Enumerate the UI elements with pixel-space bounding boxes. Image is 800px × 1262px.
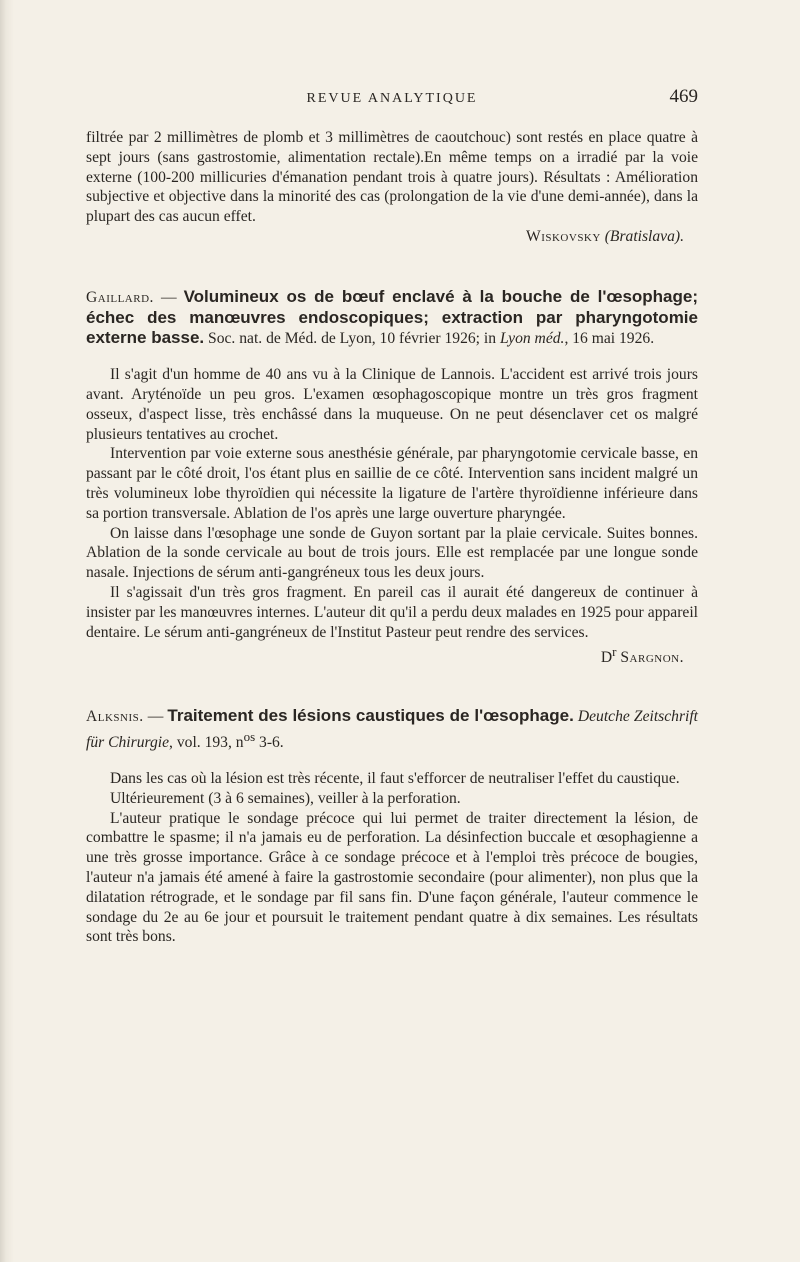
entry-signature <box>86 642 698 668</box>
signature-name: Sargnon. <box>620 649 684 667</box>
entry-paragraph: On laisse dans l'œsophage une sonde de Guyon sortant par la plaie cervicale. Suites bonnes. Ablation de la sonde cervicale au bout de trois jours. Elle est remplacée par une longue sonde nasale. Injections de sérum anti-gangréneux tous les deux jours. <box>86 524 698 582</box>
entry-dash: — <box>153 288 184 306</box>
entry-reference: Soc. nat. de Méd. de Lyon, 10 février 1926; in <box>204 330 500 348</box>
page-content <box>86 128 698 947</box>
entry-reference: , vol. 193, n <box>169 734 244 752</box>
entry-paragraph: L'auteur pratique le sondage précoce qui lui permet de traiter directement la lésion, de combattre le spasme; il n'a jamais eu de perforation. La désinfection buccale et œsophagienne a une très grosse importance. Grâce à ce sondage précoce et à l'emploi très précoce de bougies, l'auteur n'a jamais été amené à faire la gastrostomie secondaire (pour alimenter), non plus que la dilatation rétrograde, et le sondage par fil sans fin. D'une façon générale, l'auteur commence le sondage du 2e au 6e jour et poursuit le traitement pendant quatre à dix semaines. Les résultats sont très bons. <box>86 809 698 946</box>
signature-superscript: r <box>612 644 617 660</box>
page-number: 469 <box>669 86 698 107</box>
entry-paragraph: Il s'agit d'un homme de 40 ans vu à la Clinique de Lannois. L'accident est arrivé trois jours avant. Aryténoïde un peu gros. L'examen œsophagoscopique montre un très gros fragment osseux, d'aspect lisse, très enchâssé dans la muqueuse. On ne peut désenclaver cet os malgré plusieurs tentatives au crochet. <box>86 366 698 443</box>
signature-place: (Bratislava). <box>604 227 684 245</box>
entry-paragraph: Ultérieurement (3 à 6 semaines), veiller à la perforation. <box>110 789 461 807</box>
entry-heading <box>86 287 698 349</box>
entry-reference-issue: 3-6. <box>255 734 284 752</box>
entry-paragraph: Il s'agissait d'un très gros fragment. En pareil cas il aurait été dangereux de continuer à insister par les manœuvres internes. L'auteur dit qu'il a perdu deux malades en 1925 pour appareil dentaire. Le sérum anti-gangréneux de l'Institut Pasteur peut rendre des services. <box>86 583 698 641</box>
prev-entry-text: filtrée par 2 millimètres de plomb et 3 millimètres de caoutchouc) sont restés en place quatre à sept jours (sans gastrostomie, alimentation rectale).En même temps on a irradié par la voie externe (100-200 millicuries d'émanation pendant trois à quatre jours). Résultats : Amélioration subjective et objective dans la minorité des cas (prolongation de la vie d'une demi-année), dans la plupart des cas aucun effet. <box>86 129 698 226</box>
entry-author: Gaillard. <box>86 288 154 306</box>
entry-paragraph: Dans les cas où la lésion est très récente, il faut s'efforcer de neutraliser l'effet du caustique. <box>110 770 680 788</box>
entry-journal: Deutche Zeitschrift für Chirurgie <box>86 708 699 752</box>
signature-prefix: D <box>600 649 613 667</box>
entry-reference-superscript: os <box>243 729 256 745</box>
entry-body <box>86 769 698 947</box>
entry-body <box>86 365 698 668</box>
prev-entry-signature <box>86 227 698 247</box>
entry-heading <box>86 706 698 753</box>
entry-reference-date: , 16 mai 1926. <box>564 330 655 348</box>
entry-dash: — <box>143 708 168 726</box>
entry-paragraph: Intervention par voie externe sous anesthésie générale, par pharyngotomie cervicale basse, en passant par le côté droit, l'os étant plus en saillie de ce côté. Intervention sans incident malgré un très volumineux lobe thyroïdien qui nécessite la ligature de l'artère thyroïdienne inférieure dans sa portion transversale. Ablation de l'os après une large ouverture pharyngée. <box>86 445 698 522</box>
signature-name: Wiskovsky <box>525 227 601 245</box>
entry-journal: Lyon méd. <box>499 330 565 348</box>
entry-title: Traitement des lésions caustiques de l'œsophage. <box>167 706 574 726</box>
page-header <box>86 86 698 116</box>
running-head: REVUE ANALYTIQUE <box>306 91 478 106</box>
entry-author: Alksnis. <box>86 708 144 726</box>
entry-title: Volumineux os de bœuf enclavé à la bouche de l'œsophage; échec des manœuvres endoscopiques; extraction par pharyngotomie externe basse. <box>86 286 699 348</box>
